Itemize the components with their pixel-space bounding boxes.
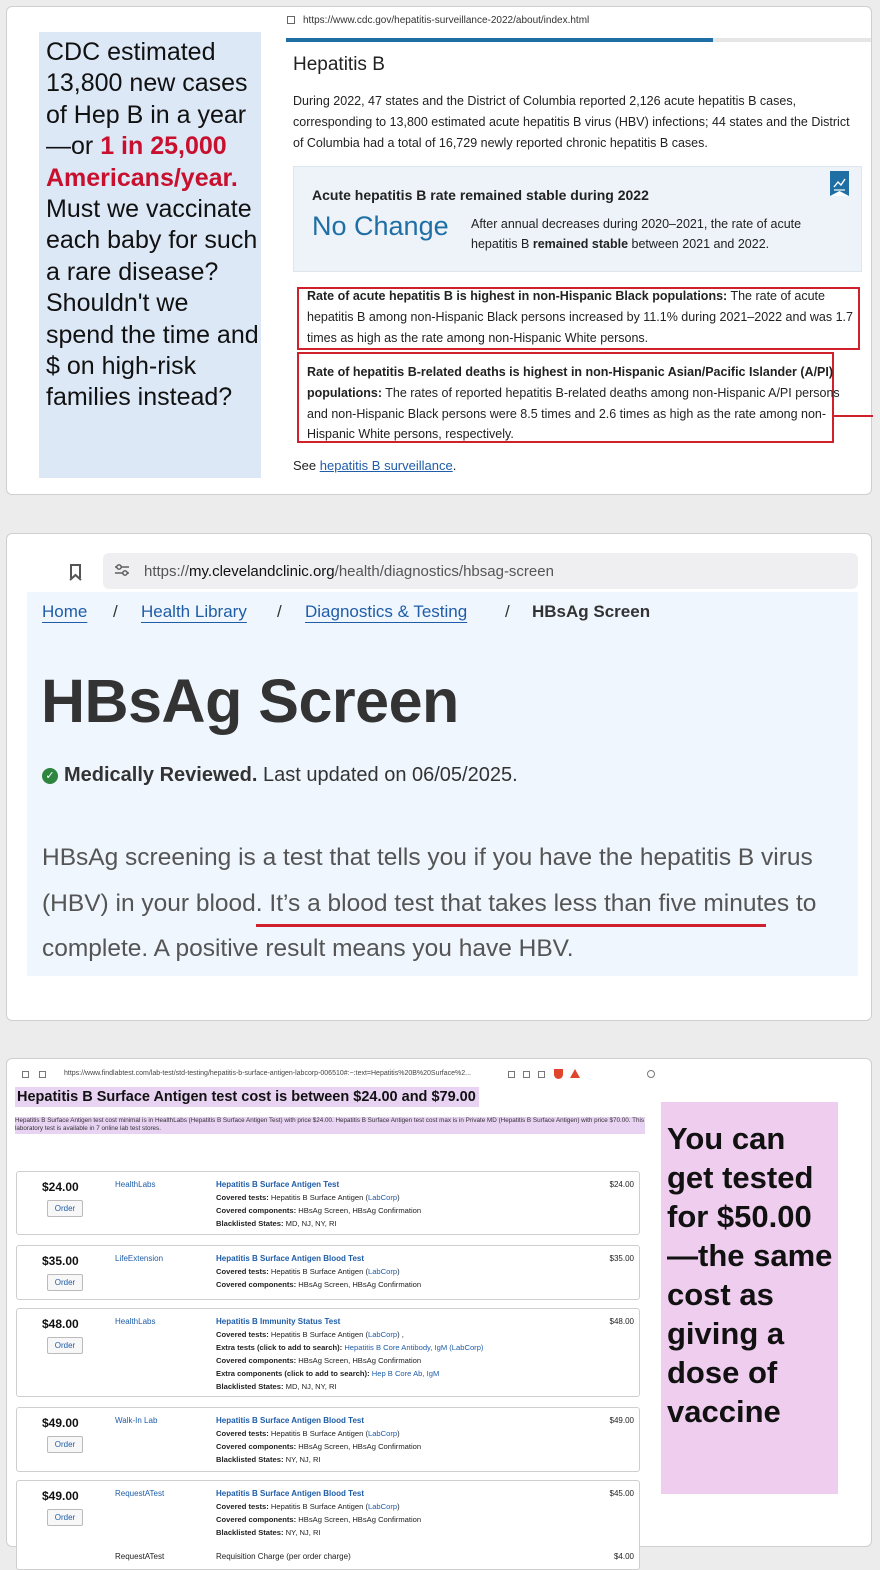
offer-price: $24.00 (42, 1180, 79, 1194)
callout-desc-tail: between 2021 and 2022. (628, 237, 770, 251)
see-suffix: . (452, 458, 457, 473)
cdc-annotation-note (39, 32, 261, 478)
paragraph-1-text: The rate of acute hepatitis B among non-Hispanic Black persons increased by 11.1% during 2021–2022 and was 1.7 times as high as the rate among non-Hispanic White persons. (307, 289, 853, 345)
blacklisted-label: Blacklisted States: (216, 1382, 284, 1391)
bookmark-icon[interactable] (22, 1071, 29, 1078)
covered-components-value: HBsAg Screen, HBsAg Confirmation (298, 1280, 422, 1289)
note-text-1: CDC estimated 13,800 new cases of Hep B in a year—or (46, 38, 248, 161)
covered-tests-value: Hepatitis B Surface Antigen ( (270, 1330, 368, 1339)
covered-components-value: HBsAg Screen, HBsAg Confirmation (298, 1442, 422, 1451)
check-circle-icon: ✓ (42, 768, 58, 784)
covered-tests-line: Covered tests: Hepatitis B Surface Antigen (LabCorp) (216, 1193, 400, 1202)
covered-tests-tail: ) , (397, 1330, 404, 1339)
scroll-progress-bar (286, 38, 871, 42)
page-title: HBsAg Screen (41, 667, 459, 735)
lab-offer-row (16, 1407, 640, 1472)
stat-callout (293, 166, 862, 272)
note-text-2: Must we vaccinate each baby for such a rare disease? Shouldn't we spend the time and $ on high-risk families instead? (46, 195, 259, 412)
reviewed-label: Medically Reviewed. (64, 764, 258, 786)
price-annotation-note: You can get tested for $50.00—the same cost as giving a dose of vaccine (661, 1102, 838, 1494)
reader-icon[interactable] (508, 1071, 515, 1078)
paragraph-1-bold: Rate of acute hepatitis B is highest in non-Hispanic Black populations: (307, 289, 728, 303)
charge-lab: RequestATest (115, 1552, 165, 1561)
intro-paragraph: HBsAg screening is a test that tells you if you have the hepatitis B virus (HBV) in your blood. It’s a blood test that takes less than five minutes to complete. A positive result means you have HBV. (42, 844, 817, 962)
callout-description (471, 214, 851, 254)
cdc-screenshot-panel (6, 6, 872, 495)
labcorp-link[interactable]: LabCorp (367, 1502, 398, 1511)
list-price: $45.00 (609, 1489, 634, 1498)
rewards-icon[interactable] (570, 1069, 580, 1078)
lab-name-link[interactable]: Walk-In Lab (115, 1416, 158, 1425)
extra-components-label: Extra components (click to add to search): (216, 1369, 370, 1378)
order-button[interactable]: Order (47, 1274, 83, 1291)
covered-components-value: HBsAg Screen, HBsAg Confirmation (298, 1356, 422, 1365)
note-highlight: 1 in 25,000 Americans/year. (46, 132, 238, 192)
scroll-progress-fill (286, 38, 713, 42)
share-icon[interactable] (523, 1071, 530, 1078)
url-text[interactable]: https://www.findlabtest.com/lab-test/std-testing/hepatitis-b-surface-antigen-labcorp-006510#:~:text=Hepatitis%20B%20Surface%2... (64, 1070, 471, 1077)
offer-price: $48.00 (42, 1317, 79, 1331)
annotation-underline (256, 924, 766, 927)
covered-tests-line (216, 1330, 404, 1339)
covered-tests-label: Covered tests: (216, 1429, 269, 1438)
lab-offer-row (16, 1171, 640, 1235)
covered-tests-line: Covered tests: Hepatitis B Surface Antigen (LabCorp) (216, 1429, 400, 1438)
charge-label: Requisition Charge (per order charge) (216, 1552, 351, 1561)
test-name-link[interactable]: Hepatitis B Immunity Status Test (216, 1317, 341, 1326)
extra-tests-link[interactable]: Hepatitis B Core Antibody, IgM (LabCorp) (344, 1343, 484, 1352)
blacklisted-states-line (216, 1528, 321, 1537)
covered-components-label: Covered components: (216, 1515, 297, 1524)
url-path: /health/diagnostics/hbsag-screen (334, 563, 554, 580)
callout-big-value: No Change (312, 211, 449, 241)
covered-tests-line: Covered tests: Hepatitis B Surface Antigen (LabCorp) (216, 1502, 400, 1511)
site-info-icon[interactable] (287, 16, 295, 24)
covered-components-label: Covered components: (216, 1206, 297, 1215)
callout-desc-text: After annual decreases during 2020–2021, the rate of acute hepatitis B (471, 217, 802, 251)
covered-components-value: HBsAg Screen, HBsAg Confirmation (298, 1206, 422, 1215)
test-name-link[interactable]: Hepatitis B Surface Antigen Blood Test (216, 1489, 365, 1498)
address-bar[interactable] (103, 553, 858, 589)
lab-offer-row (16, 1308, 640, 1397)
callout-title: Acute hepatitis B rate remained stable during 2022 (312, 187, 649, 203)
covered-tests-value: Hepatitis B Surface Antigen ( (270, 1193, 368, 1202)
wallet-icon[interactable] (647, 1070, 655, 1078)
blacklisted-label: Blacklisted States: (216, 1219, 284, 1228)
covered-components-line (216, 1206, 421, 1215)
order-button[interactable]: Order (47, 1337, 83, 1354)
breadcrumb-home[interactable]: Home (42, 602, 88, 621)
extra-tests-line (216, 1343, 483, 1352)
blacklisted-states-line (216, 1382, 337, 1391)
section-heading: Hepatitis B (293, 54, 385, 75)
labcorp-link[interactable]: LabCorp (367, 1193, 398, 1202)
order-button[interactable]: Order (47, 1200, 83, 1217)
blacklisted-value: MD, NJ, NY, RI (285, 1382, 337, 1391)
labcorp-link[interactable]: LabCorp (367, 1429, 398, 1438)
lab-name-link[interactable]: LifeExtension (115, 1254, 164, 1263)
lab-name-link[interactable]: RequestATest (115, 1489, 165, 1498)
covered-tests-label: Covered tests: (216, 1502, 269, 1511)
covered-components-line (216, 1515, 421, 1524)
lead-paragraph: During 2022, 47 states and the District of Columbia reported 2,126 acute hepatitis B cases, corresponding to 13,800 estimated acute hepatitis B virus (HBV) infections; 44 states and the District of Columbia had a total of 16,729 newly reported chronic hepatitis B cases. (293, 94, 850, 150)
offer-price: $49.00 (42, 1489, 79, 1503)
blacklisted-value: NY, NJ, RI (285, 1528, 321, 1537)
page-content (27, 592, 858, 976)
lab-name-link[interactable]: HealthLabs (115, 1317, 156, 1326)
callout-desc-bold: remained stable (532, 237, 629, 251)
covered-tests-value: Hepatitis B Surface Antigen ( (270, 1502, 368, 1511)
covered-tests-line: Covered tests: Hepatitis B Surface Antigen (LabCorp) (216, 1267, 400, 1276)
price-summary: Hepatitis B Surface Antigen test cost minimal is in HealthLabs (Hepatitis B Surface Antigen Test) with price $24.00. Hepatitis B Surface Antigen test cost max is in Private MD (Hepatitis B Surface Antigen) with price $70.00. This laboratory test is available in 7 online lab test stores. (15, 1117, 645, 1133)
covered-components-line (216, 1442, 421, 1451)
review-status (42, 764, 518, 787)
site-settings-icon[interactable] (115, 563, 129, 577)
api-population-paragraph (307, 362, 863, 445)
covered-components-label: Covered components: (216, 1280, 297, 1289)
bookmark-icon[interactable] (70, 564, 81, 578)
offer-price: $35.00 (42, 1254, 79, 1268)
lab-name-link[interactable]: HealthLabs (115, 1180, 156, 1189)
address-bar[interactable] (20, 1067, 644, 1083)
covered-tests-value: Hepatitis B Surface Antigen ( (270, 1267, 368, 1276)
chart-icon[interactable] (830, 171, 849, 196)
test-name-link[interactable]: Hepatitis B Surface Antigen Blood Test (216, 1254, 365, 1263)
covered-components-label: Covered components: (216, 1356, 297, 1365)
breadcrumb-separator: / (277, 602, 282, 621)
url-scheme: https:// (144, 563, 190, 580)
breadcrumb-current: HBsAg Screen (532, 602, 651, 621)
covered-components-value: HBsAg Screen, HBsAg Confirmation (298, 1515, 422, 1524)
url-text[interactable] (144, 563, 554, 580)
site-settings-icon[interactable] (39, 1071, 46, 1078)
price-range-headline: Hepatitis B Surface Antigen test cost is between $24.00 and $79.00 (15, 1087, 479, 1107)
covered-components-line (216, 1280, 421, 1289)
order-button[interactable]: Order (47, 1436, 83, 1453)
cleveland-screenshot-panel (6, 533, 872, 1021)
copy-icon[interactable] (538, 1071, 545, 1078)
covered-tests-value: Hepatitis B Surface Antigen ( (270, 1429, 368, 1438)
blacklisted-value: NY, NJ, RI (285, 1455, 321, 1464)
paragraph-2-bold: Rate of hepatitis B-related deaths is highest in non-Hispanic Asian/Pacific Islander (A/PI) populations: (307, 365, 834, 400)
breadcrumb-health-library[interactable]: Health Library (141, 602, 247, 621)
surveillance-link[interactable]: hepatitis B surveillance (319, 458, 453, 473)
extra-components-link[interactable]: Hep B Core Ab, IgM (371, 1369, 440, 1378)
blacklisted-label: Blacklisted States: (216, 1528, 284, 1537)
charge-price: $4.00 (613, 1552, 634, 1561)
see-also-line (293, 458, 456, 473)
see-prefix: See (293, 458, 320, 473)
offer-price: $49.00 (42, 1416, 79, 1430)
brave-shield-icon[interactable] (554, 1069, 563, 1079)
breadcrumb-separator: / (113, 602, 118, 621)
labcorp-link[interactable]: LabCorp (367, 1330, 398, 1339)
blacklisted-value: MD, NJ, NY, RI (285, 1219, 337, 1228)
breadcrumb-separator: / (505, 602, 510, 621)
covered-components-line (216, 1356, 421, 1365)
covered-tests-label: Covered tests: (216, 1267, 269, 1276)
list-price: $35.00 (609, 1254, 634, 1263)
cdc-address-bar[interactable] (287, 15, 589, 26)
blacklisted-states-line (216, 1455, 321, 1464)
covered-tests-label: Covered tests: (216, 1330, 269, 1339)
extra-tests-label: Extra tests (click to add to search): (216, 1343, 343, 1352)
lab-offer-row (16, 1480, 640, 1570)
findlabtest-screenshot-panel (6, 1058, 872, 1561)
test-name-link[interactable]: Hepatitis B Surface Antigen Blood Test (216, 1416, 365, 1425)
lab-offer-row (16, 1245, 640, 1300)
blacklisted-label: Blacklisted States: (216, 1455, 284, 1464)
paragraph-2-text: The rates of reported hepatitis B-related deaths among non-Hispanic A/PI persons and non-Hispanic Black persons were 8.5 times and 2.6 times as high as the rate among non-Hispanic White persons, respectively. (307, 385, 840, 442)
blacklisted-states-line (216, 1219, 337, 1228)
list-price: $49.00 (609, 1416, 634, 1425)
extra-components-line (216, 1369, 439, 1378)
cdc-url-text[interactable]: https://www.cdc.gov/hepatitis-surveillance-2022/about/index.html (303, 15, 590, 26)
labcorp-link[interactable]: LabCorp (367, 1267, 398, 1276)
covered-tests-label: Covered tests: (216, 1193, 269, 1202)
breadcrumb-diagnostics[interactable]: Diagnostics & Testing (305, 602, 468, 621)
order-button[interactable]: Order (47, 1509, 83, 1526)
last-updated: Last updated on 06/05/2025. (257, 764, 518, 786)
list-price: $48.00 (609, 1317, 634, 1326)
black-population-paragraph (307, 286, 863, 348)
test-name-link[interactable]: Hepatitis B Surface Antigen Test (216, 1180, 340, 1189)
list-price: $24.00 (609, 1180, 634, 1189)
url-domain: my.clevelandclinic.org (189, 563, 335, 580)
covered-components-label: Covered components: (216, 1442, 297, 1451)
